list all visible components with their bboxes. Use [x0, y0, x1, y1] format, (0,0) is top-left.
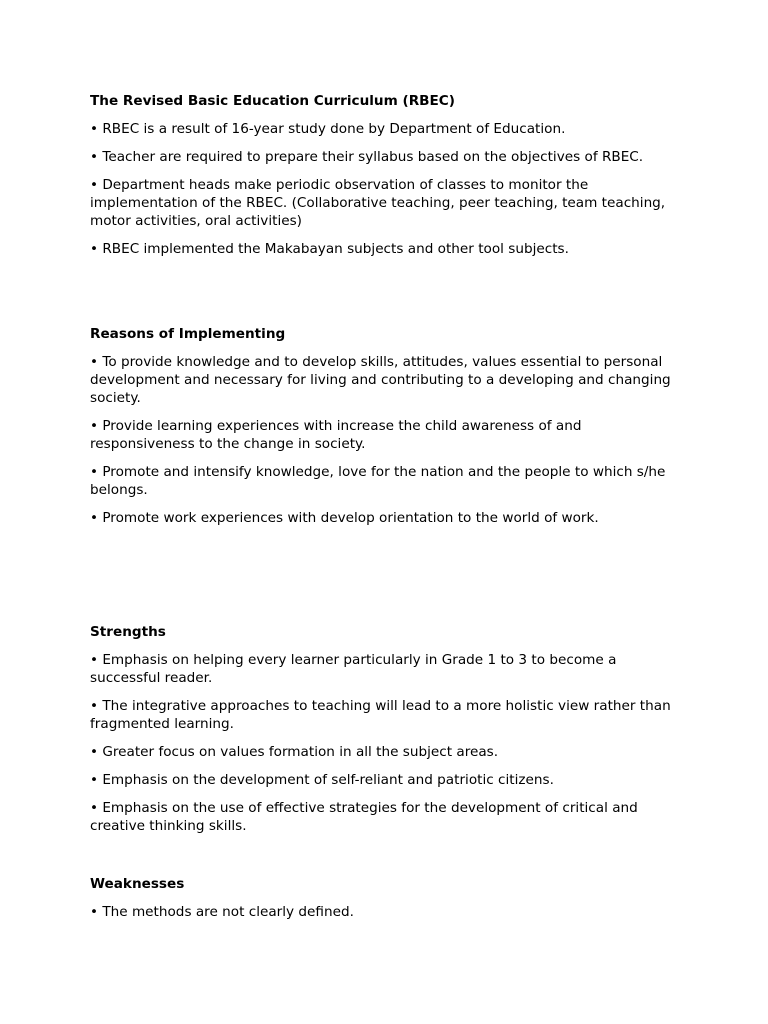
bullet-item: • RBEC is a result of 16-year study done by Department of Education.	[90, 121, 566, 137]
section-heading: Strengths	[90, 624, 166, 640]
section-heading: The Revised Basic Education Curriculum (RBEC)	[90, 93, 456, 109]
bullet-item: • Emphasis on the use of effective strategies for the development of critical and creative thinking skills.	[90, 800, 638, 834]
section-reasons	[90, 325, 690, 537]
bullet-item: • To provide knowledge and to develop skills, attitudes, values essential to personal development and necessary for living and contributing to a developing and changing society.	[90, 354, 671, 406]
bullet-item: • The methods are not clearly defined.	[90, 904, 354, 920]
bullet-item: • Provide learning experiences with increase the child awareness of and responsiveness to the change in society.	[90, 418, 582, 452]
bullet-item: • Promote and intensify knowledge, love for the nation and the people to which s/he belongs.	[90, 464, 666, 498]
bullet-item: • Department heads make periodic observation of classes to monitor the implementation of the RBEC. (Collaborative teaching, peer teaching, team teaching, motor activities, oral activities)	[90, 177, 666, 229]
bullet-item: • Teacher are required to prepare their syllabus based on the objectives of RBEC.	[90, 149, 644, 165]
bullet-item: • Greater focus on values formation in all the subject areas.	[90, 744, 499, 760]
section-weaknesses	[90, 875, 690, 931]
bullet-item: • The integrative approaches to teaching will lead to a more holistic view rather than fragmented learning.	[90, 698, 671, 732]
section-heading: Weaknesses	[90, 876, 185, 892]
bullet-item: • Emphasis on helping every learner particularly in Grade 1 to 3 to become a successful reader.	[90, 652, 617, 686]
bullet-item: • Promote work experiences with develop orientation to the world of work.	[90, 510, 599, 526]
section-heading: Reasons of Implementing	[90, 326, 286, 342]
bullet-item: • RBEC implemented the Makabayan subjects and other tool subjects.	[90, 241, 569, 257]
bullet-item: • Emphasis on the development of self-reliant and patriotic citizens.	[90, 772, 554, 788]
section-strengths	[90, 623, 690, 845]
section-rbec	[90, 92, 690, 268]
